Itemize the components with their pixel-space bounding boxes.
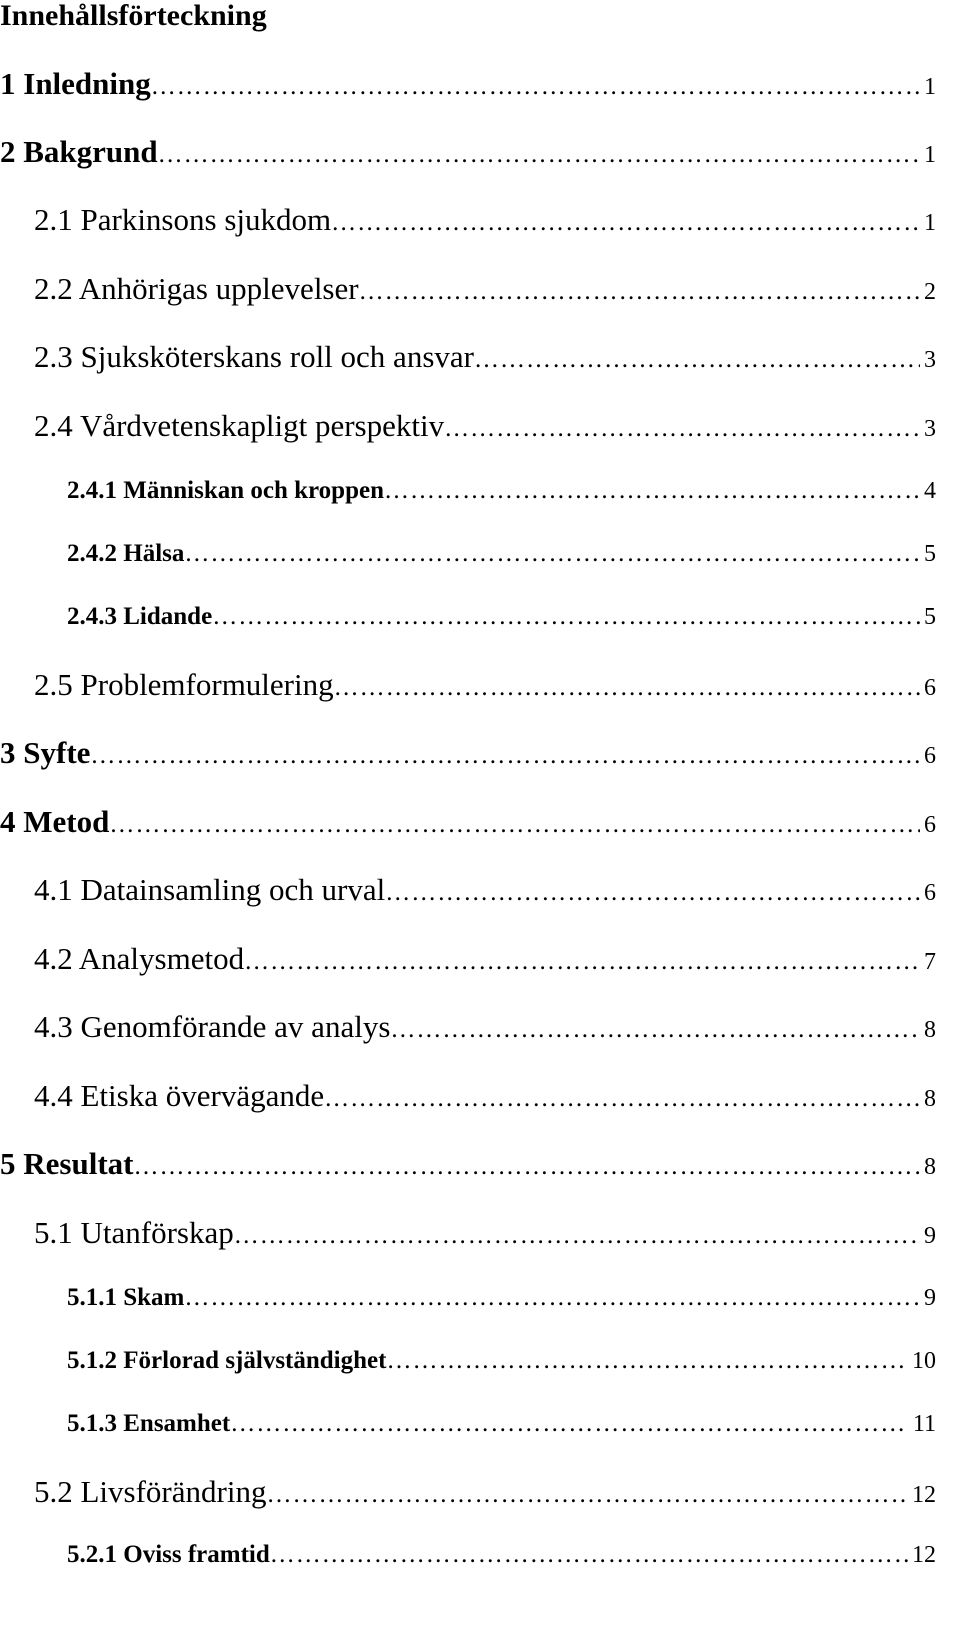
toc-page-number: 6 xyxy=(924,675,936,701)
toc-page-number: 8 xyxy=(924,1086,936,1112)
toc-entry-label: 4.2 Analysmetod xyxy=(34,941,245,976)
toc-dot-leader xyxy=(324,1079,920,1119)
toc-entry-skam[interactable] xyxy=(67,1281,936,1315)
toc-dot-leader xyxy=(359,272,920,312)
toc-entry-parkinsons-sjukdom[interactable] xyxy=(34,200,936,240)
toc-entry-label: 5.2.1 Oviss framtid xyxy=(67,1541,270,1568)
toc-entry-halsa[interactable] xyxy=(67,537,936,571)
toc-entry-label: 5.1.3 Ensamhet xyxy=(67,1410,231,1437)
toc-page-number: 8 xyxy=(924,1017,936,1043)
toc-entry-datainsamling-och-urval[interactable] xyxy=(34,870,936,910)
toc-dot-leader xyxy=(334,668,920,708)
toc-page-number: 12 xyxy=(912,1482,936,1508)
toc-dot-leader xyxy=(385,873,920,913)
toc-page-number: 6 xyxy=(924,880,936,906)
toc-page-number: 9 xyxy=(924,1223,936,1249)
toc-page-number: 6 xyxy=(924,812,936,838)
toc-entry-resultat[interactable] xyxy=(0,1144,936,1184)
toc-entry-label: 2.2 Anhörigas upplevelser xyxy=(34,271,359,306)
toc-entry-anhorigas-upplevelser[interactable] xyxy=(34,269,936,309)
toc-entry-problemformulering[interactable] xyxy=(34,665,936,705)
toc-title: Innehållsförteckning xyxy=(0,0,267,32)
toc-dot-leader xyxy=(386,1344,908,1378)
toc-entry-inledning[interactable] xyxy=(0,64,936,104)
toc-page-number: 10 xyxy=(912,1348,936,1374)
toc-entry-label: 2 Bakgrund xyxy=(0,134,158,169)
toc-dot-leader xyxy=(109,805,920,845)
toc-page-number: 7 xyxy=(924,949,936,975)
toc-entry-label: 2.4 Vårdvetenskapligt perspektiv xyxy=(34,408,445,443)
toc-entry-label: 4.1 Datainsamling och urval xyxy=(34,872,386,907)
toc-entry-label: 2.4.3 Lidande xyxy=(67,603,213,630)
toc-dot-leader xyxy=(230,1407,909,1441)
toc-entry-sjukskoterskans-roll[interactable] xyxy=(34,337,936,377)
toc-entry-forlorad-sjalvstandighet[interactable] xyxy=(67,1344,936,1378)
toc-dot-leader xyxy=(234,1216,920,1256)
toc-entry-label: 5 Resultat xyxy=(0,1146,134,1181)
toc-dot-leader xyxy=(151,67,920,107)
toc-entry-ensamhet[interactable] xyxy=(67,1407,936,1441)
toc-page-number: 5 xyxy=(924,541,936,567)
toc-entry-label: 2.1 Parkinsons sjukdom xyxy=(34,202,332,237)
toc-entry-analysmetod[interactable] xyxy=(34,939,936,979)
toc-page-number: 5 xyxy=(924,604,936,630)
toc-entry-label: 4.4 Etiska övervägande xyxy=(34,1078,325,1113)
toc-page-number: 6 xyxy=(924,743,936,769)
toc-entry-label: 3 Syfte xyxy=(0,735,91,770)
toc-entry-label: 2.3 Sjuksköterskans roll och ansvar xyxy=(34,339,474,374)
toc-dot-leader xyxy=(184,537,920,571)
toc-entry-etiska-overvagande[interactable] xyxy=(34,1076,936,1116)
toc-page-number: 12 xyxy=(912,1542,936,1568)
toc-entry-label: 5.1.2 Förlorad självständighet xyxy=(67,1347,387,1374)
toc-dot-leader xyxy=(444,409,920,449)
toc-dot-leader xyxy=(266,1475,908,1515)
toc-dot-leader xyxy=(90,736,920,776)
toc-entry-label: 5.2 Livsförändring xyxy=(34,1474,267,1509)
toc-page-number: 2 xyxy=(924,279,936,305)
toc-dot-leader xyxy=(331,203,920,243)
toc-dot-leader xyxy=(384,474,920,508)
toc-entry-genomforande-av-analys[interactable] xyxy=(34,1007,936,1047)
toc-page-number: 8 xyxy=(924,1154,936,1180)
toc-entry-label: 2.4.1 Människan och kroppen xyxy=(67,477,384,504)
toc-entry-manniskan-och-kroppen[interactable] xyxy=(67,474,936,508)
toc-entry-metod[interactable] xyxy=(0,802,936,842)
toc-entry-livsforandring[interactable] xyxy=(34,1472,936,1512)
toc-entry-lidande[interactable] xyxy=(67,600,936,634)
toc-dot-leader xyxy=(133,1147,920,1187)
toc-entry-label: 4.3 Genomförande av analys xyxy=(34,1009,391,1044)
toc-page-number: 1 xyxy=(924,74,936,100)
toc-entry-label: 2.4.2 Hälsa xyxy=(67,540,185,567)
toc-dot-leader xyxy=(270,1538,908,1572)
toc-dot-leader xyxy=(390,1010,920,1050)
toc-dot-leader xyxy=(474,340,920,380)
toc-entry-vardvetenskapligt-perspektiv[interactable] xyxy=(34,406,936,446)
toc-entry-bakgrund[interactable] xyxy=(0,132,936,172)
toc-entry-oviss-framtid[interactable] xyxy=(67,1538,936,1572)
toc-page-number: 1 xyxy=(924,142,936,168)
toc-entry-label: 5.1 Utanförskap xyxy=(34,1215,234,1250)
toc-dot-leader xyxy=(244,942,920,982)
toc-entry-label: 4 Metod xyxy=(0,804,110,839)
toc-entry-label: 2.5 Problemformulering xyxy=(34,667,334,702)
toc-entry-label: 1 Inledning xyxy=(0,66,151,101)
toc-page-number: 1 xyxy=(924,210,936,236)
toc-page-number: 3 xyxy=(924,416,936,442)
toc-entry-syfte[interactable] xyxy=(0,733,936,773)
toc-page-number: 4 xyxy=(924,478,936,504)
toc-entry-label: 5.1.1 Skam xyxy=(67,1284,185,1311)
toc-dot-leader xyxy=(212,600,920,634)
toc-page-number: 9 xyxy=(924,1285,936,1311)
toc-dot-leader xyxy=(184,1281,920,1315)
toc-page-number: 11 xyxy=(912,1411,936,1437)
toc-entry-utanforskap[interactable] xyxy=(34,1213,936,1253)
toc-dot-leader xyxy=(158,135,920,175)
toc-page-number: 3 xyxy=(924,347,936,373)
